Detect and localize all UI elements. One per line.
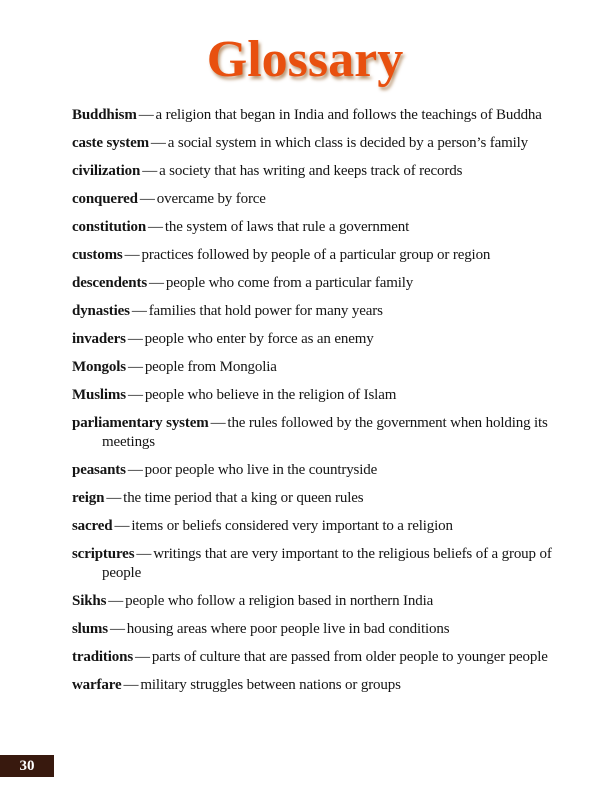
glossary-entry (72, 592, 577, 611)
em-dash: — (142, 163, 158, 179)
glossary-definition: housing areas where poor people live in bad conditions (126, 621, 450, 637)
glossary-entry (72, 218, 577, 237)
glossary-entry (72, 545, 577, 583)
glossary-definition: military struggles between nations or groups (140, 677, 401, 693)
em-dash: — (131, 303, 147, 319)
glossary-definition: a society that has writing and keeps track of records (159, 163, 463, 179)
glossary-term: conquered (72, 191, 138, 207)
glossary-definition: people who follow a religion based in northern India (125, 593, 434, 609)
glossary-definition: people from Mongolia (144, 359, 277, 375)
em-dash: — (148, 219, 163, 235)
glossary-term: Sikhs (72, 593, 107, 609)
em-dash: — (150, 135, 166, 151)
em-dash: — (127, 331, 143, 347)
glossary-term: scriptures (72, 546, 135, 562)
glossary-term: sacred (72, 518, 113, 534)
glossary-term: caste system (72, 135, 149, 151)
em-dash: — (136, 546, 152, 562)
glossary-definition: families that hold power for many years (148, 303, 383, 319)
glossary-term: parliamentary system (72, 415, 209, 431)
em-dash: — (149, 275, 164, 291)
glossary-entry (72, 190, 577, 209)
em-dash: — (127, 359, 143, 375)
glossary-entry (72, 246, 577, 265)
glossary-term: slums (72, 621, 108, 637)
glossary-term: invaders (72, 331, 126, 347)
em-dash: — (108, 593, 124, 609)
glossary-entry (72, 162, 577, 181)
em-dash: — (123, 677, 139, 693)
glossary-definition: items or beliefs considered very important to a religion (131, 518, 453, 534)
glossary-definition: the rules followed by the government when holding its meetings (102, 415, 548, 450)
glossary-term: Muslims (72, 387, 126, 403)
glossary-entry (72, 134, 577, 153)
em-dash: — (138, 107, 154, 123)
glossary-term: descendents (72, 275, 148, 291)
glossary-entry (72, 386, 577, 405)
em-dash: — (114, 518, 130, 534)
glossary-term: constitution (72, 219, 147, 235)
glossary-definition: people who come from a particular family (165, 275, 414, 291)
glossary-definition: writings that are very important to the religious beliefs of a group of people (102, 546, 552, 581)
glossary-definition: a religion that began in India and follows the teachings of Buddha (155, 107, 542, 123)
glossary-entry (72, 330, 577, 349)
glossary-entry (72, 302, 577, 321)
glossary-entry (72, 106, 577, 125)
page-number-badge (0, 755, 54, 777)
glossary-entry (72, 489, 577, 508)
glossary-entry (72, 414, 577, 452)
glossary-term: reign (72, 490, 105, 506)
glossary-entry (72, 648, 577, 667)
glossary-entry (72, 461, 577, 480)
em-dash: — (210, 415, 226, 431)
glossary-definition: people who enter by force as an enemy (144, 331, 374, 347)
glossary-entry (72, 620, 577, 639)
glossary-term: traditions (72, 649, 134, 665)
glossary-definition: poor people who live in the countryside (144, 462, 378, 478)
glossary-definition: a social system in which class is decided by a person’s family (167, 135, 528, 151)
em-dash: — (127, 387, 143, 403)
glossary-entry (72, 676, 577, 695)
em-dash: — (139, 191, 155, 207)
glossary-term: civilization (72, 163, 141, 179)
glossary-term: Buddhism (72, 107, 137, 123)
em-dash: — (109, 621, 125, 637)
glossary-definition: parts of culture that are passed from older people to younger people (151, 649, 548, 665)
glossary-definition: people who believe in the religion of Islam (144, 387, 397, 403)
glossary-term: dynasties (72, 303, 130, 319)
page-number: 30 (19, 757, 35, 774)
em-dash: — (106, 490, 122, 506)
glossary-term: peasants (72, 462, 126, 478)
glossary-list (72, 106, 577, 704)
glossary-entry (72, 517, 577, 536)
glossary-definition: the time period that a king or queen rules (123, 490, 364, 506)
glossary-term: warfare (72, 677, 122, 693)
em-dash: — (135, 649, 150, 665)
glossary-definition: overcame by force (156, 191, 266, 207)
glossary-term: Mongols (72, 359, 126, 375)
glossary-entry (72, 274, 577, 293)
glossary-term: customs (72, 247, 123, 263)
page-title: Glossary (206, 31, 404, 88)
glossary-definition: practices followed by people of a particular group or region (141, 247, 491, 263)
glossary-entry (72, 358, 577, 377)
em-dash: — (127, 462, 143, 478)
em-dash: — (124, 247, 140, 263)
glossary-definition: the system of laws that rule a government (164, 219, 410, 235)
